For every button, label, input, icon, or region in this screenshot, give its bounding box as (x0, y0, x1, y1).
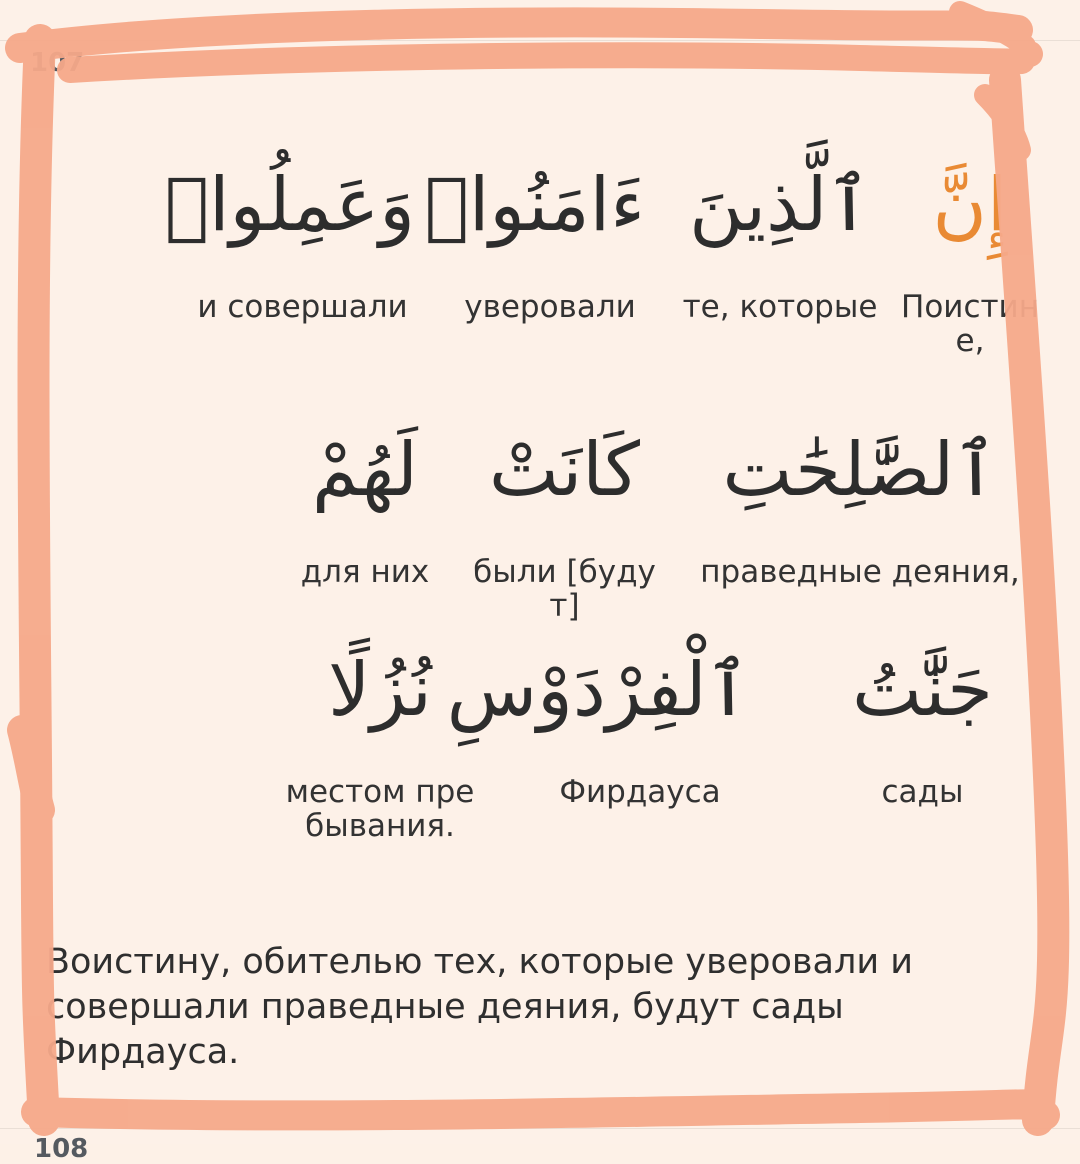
full-verse-translation: Воистину, обителью тех, которые уверовали и совершали праведные деяния, будут сады Фирдауса. (46, 942, 913, 1072)
word-arabic: نُزُلًا (328, 647, 432, 733)
bottom-divider (0, 1128, 1080, 1129)
ayah-number: 107 (30, 48, 85, 78)
word-item[interactable] (424, 150, 645, 325)
word-item[interactable] (700, 415, 1020, 589)
word-item[interactable] (446, 635, 750, 810)
word-arabic: ٱلصَّٰلِحَٰتِ (722, 427, 998, 513)
word-translation: были [будут] (473, 554, 656, 624)
word-arabic: كَانَتْ (488, 427, 641, 513)
word-item[interactable] (835, 635, 1010, 809)
word-translation: сады (881, 774, 964, 810)
next-ayah-number: 108 (34, 1134, 89, 1164)
word-item[interactable] (895, 150, 1045, 358)
word-arabic: لَهُمْ (312, 427, 418, 513)
word-translation: для них (300, 554, 430, 590)
word-arabic: جَنَّٰتُ (852, 647, 993, 733)
word-translation: местом пребывания. (285, 774, 475, 844)
word-translation: те, которые (682, 289, 878, 325)
word-arabic: ءَامَنُوا۟ (424, 162, 645, 248)
word-item[interactable] (164, 150, 415, 325)
word-translation: и совершали (197, 289, 408, 325)
top-divider (0, 40, 1080, 41)
word-item[interactable] (462, 415, 667, 623)
word-translation: уверовали (464, 289, 636, 325)
word-arabic: ٱلْفِرْدَوْسِ (446, 647, 750, 733)
word-arabic: وَعَمِلُوا۟ (164, 162, 415, 248)
word-translation: праведные деяния, (700, 554, 1020, 590)
word-item[interactable] (295, 415, 435, 589)
word-item[interactable] (280, 635, 480, 843)
word-item[interactable] (680, 150, 880, 324)
word-translation: Поистине, (901, 289, 1039, 359)
word-translation: Фирдауса (559, 774, 721, 810)
word-arabic: ٱلَّذِينَ (689, 162, 871, 248)
word-arabic: إِنَّ (932, 162, 1008, 248)
